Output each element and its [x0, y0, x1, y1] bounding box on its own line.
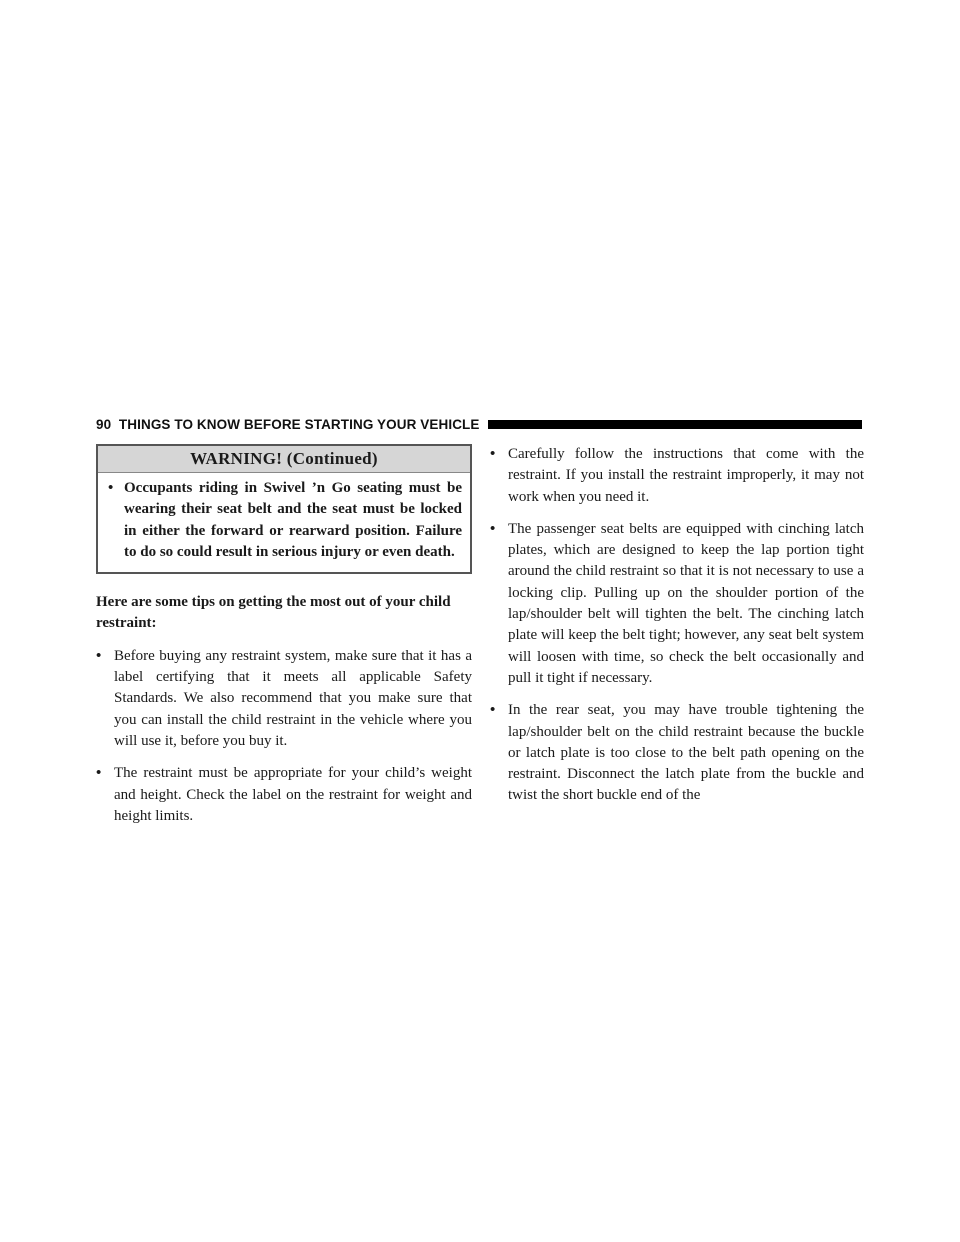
warning-item [106, 478, 462, 563]
warning-box [96, 444, 472, 574]
bullet-icon: • [490, 702, 496, 719]
warning-item-text: Occupants riding in Swivel ’n Go seating must be wearing their seat belt and the seat must be locked in either the forward or rearward position. Failure to do so could result in serious injury or even death. [124, 480, 462, 560]
section-title: THINGS TO KNOW BEFORE STARTING YOUR VEHICLE [118, 416, 480, 432]
page-header-text [96, 417, 480, 432]
left-column [96, 444, 472, 838]
list-item-text: Before buying any restraint system, make sure that it has a label certifying that it meets all applicable Safety Standards. We also recommend that you make sure that you can install the child restraint in the vehicle where you will use it, before you buy it. [114, 647, 472, 749]
page-number: 90 [96, 416, 112, 432]
running-header [96, 416, 862, 432]
warning-title: WARNING! (Continued) [98, 446, 470, 473]
bullet-icon: • [490, 520, 496, 537]
list-item [96, 646, 472, 752]
bullet-icon: • [96, 647, 102, 664]
list-item-text: In the rear seat, you may have trouble tightening the lap/shoulder belt on the child restraint because the buckle or latch plate is too close to the belt path opening on the restraint. Disconnect the latch plate from the buckle and twist the short buckle end of the [508, 702, 864, 804]
header-rule [488, 420, 863, 429]
list-item [490, 519, 864, 689]
bullet-icon: • [490, 446, 496, 462]
list-item-text: Carefully follow the instructions that come with the restraint. If you install the restraint improperly, it may not work when you need it. [508, 446, 864, 505]
bullet-icon: • [108, 480, 114, 496]
tips-intro: Here are some tips on getting the most out of your child restraint: [96, 594, 451, 632]
list-item-text: The passenger seat belts are equipped with cinching latch plates, which are designed to keep the lap portion tight around the child restraint so that it is not necessary to use a locking clip. Pulling up on the shoulder portion of the lap/shoulder belt will tighten the belt. The cinching latch plate will keep the belt tight; however, any seat belt system will loosen with time, so check the belt occasionally and pull it tight if necessary. [508, 520, 864, 686]
right-column [490, 444, 864, 818]
list-item [490, 700, 864, 806]
list-item-text: The restraint must be appropriate for your child’s weight and height. Check the label on the restraint for weight and height limits. [114, 765, 472, 824]
list-item [490, 444, 864, 508]
list-item [96, 763, 472, 827]
warning-body [98, 473, 470, 572]
bullet-icon: • [96, 765, 102, 782]
